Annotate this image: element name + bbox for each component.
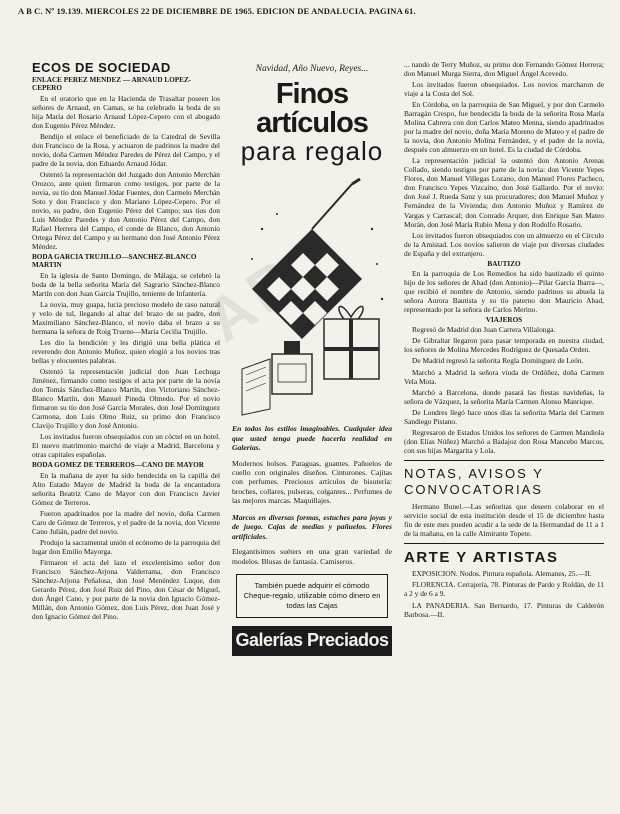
divider <box>404 460 604 461</box>
ad-italic-copy-2: Marcos en diversas formas, estuches para joyas y de juego. Cajas de medias y pañuelos. Flores artificiales. <box>232 513 392 541</box>
gift-box-icon <box>324 307 379 380</box>
paragraph: De Madrid regresó la señorita Regla Domínguez de León. <box>412 356 584 366</box>
wedding-title-3: BODA GOMEZ DE TERREROS—CANO DE MAYOR <box>32 461 204 470</box>
paragraph: En Córdoba, en la parroquia de San Miguel, y por don Carmelo Barragán Crespo, fue bendecida la boda de la señorita Rosa María Molina Cabrera con don Carlos Mateo Menna, siendo apadrinados por la madre del novio, doña María Moreno de Mateo y el padre de la novia, don Antonio Molina Fernández, y el padre de la novia, después con almuerzo en un hotel. Es la ciudad de Córdoba. <box>404 100 604 155</box>
folded-scarf-icon <box>242 359 270 415</box>
paragraph: Regresó de Madrid don Juan Carrera Villalonga. <box>412 325 556 335</box>
paragraph: Marchó a Barcelona, donde pasará las fiestas navideñas, la señora de Vázquez, la señorita María Carmen Alonso Manrique. <box>404 387 604 406</box>
paragraph: En el oratorio que en la Hacienda de Trasaltar poseen los señores de Arnaud, en Camas, se ha celebrado la boda de su hija María del Rosario Arnaud López-Cepero con el abogado don Eugenio Pérez Méndez. <box>32 93 220 130</box>
paragraph: La representación judicial la ostentó don Antonio Arenas Collado, siendo testigos por parte de la novia: don Vicente Yepes Flores, don Manuel Villegas Lozano, don Manuel Flores Pacheco, don Francisco Yepes Vizcaíno, don José Gallardo. Por el novio: don José J. Rueda Sanz y sus procuradores; don Manuel Muñoz y Fernández de la Vivienda; don Antonio Muñoz y Ramírez de Vargas y Carrascal; don Conrado Arquer, don Enrique San Mateo Morán, don José María Rubio Mena y don Rodolfo Rosario. <box>404 156 604 229</box>
ad-headline: Finos artículos <box>256 78 368 139</box>
baptism-title: BAUTIZO <box>487 259 521 268</box>
paragraph: Bendijo el enlace el beneficiado de la Catedral de Sevilla don Francisco de la Rosa, y actuaron de padrinos la madre del novio, doña Carmen Méndez Paredes de Pérez del Campo, y el padre de la novia, don Eduardo Arnaud Jódar. <box>32 131 220 168</box>
paragraph: Ostentó la representación del Juzgado don Antonio Merchán Orozco, ante quien firmaron como testigos, por parte de la novia, su tío don Manuel Jódar Fuentes, don Carmelo Merchán Soto y don Francisco y don Mariano López-Cepero. Por el novio, su padre, don Eugenio Pérez del Campo; sus tíos don Luis Méndez Paredes y don Antonio Pérez del Campo, don Rafael Herrera del Campo, el conde de Blanco, don Antonio Ortega Pérez del Campo y su hermano don José Antonio Pérez Méndez. <box>32 169 220 252</box>
gift-advertisement <box>232 60 392 656</box>
wedding-title-1: ENLACE PEREZ MENDEZ — ARNAUD LOPEZ-CEPERO <box>32 76 192 93</box>
paragraph: De Londres llegó hace unos días la señorita María del Carmen Sandiego Pistano. <box>404 407 604 426</box>
paragraph: De Gibraltar llegaron para pasar temporada en nuestra ciudad, los señores de Molina Mercedes Rodríguez de Quesada Orden. <box>404 336 604 355</box>
paragraph: ... nando de Terry Muñoz, su primo don Fernando Gómez Herrera; don Manuel Murga Sierra, don Miguel Ángel Acevedo. <box>404 60 604 79</box>
page-header: A B C. Nº 19.139. MIERCOLES 22 DE DICIEMBRE DE 1965. EDICION DE ANDALUCIA. PAGINA 61. <box>18 6 416 16</box>
arts-title: ARTE Y ARTISTAS <box>404 549 559 567</box>
perfume-bottle-icon <box>272 341 312 394</box>
paragraph: Fueron apadrinados por la madre del novio, doña Carmen Caro de Gómez de Terreros, y el padre de la novia, don Vicente Cano Julián, padre del novio. <box>32 508 220 536</box>
umbrella-icon <box>252 179 362 339</box>
notices-title: NOTAS, AVISOS Y CONVOCATORIAS <box>404 465 544 498</box>
paragraph: Los invitados fueron obsequiados. Los novios marcharon de viaje a la Costa del Sol. <box>404 80 604 99</box>
paragraph: Produjo la sacramental unión el ecónomo de la parroquia del lugar don Emilio Mayorga. <box>32 537 220 556</box>
paragraph: Les dio la bendición y les dirigió una bella plática el reverendo don Antonio Muñoz, quien elogió a los novios tras bellas y elocuentes palabras. <box>32 337 220 365</box>
paragraph: Regresaron de Estados Unidos los señores de Carmen Mandiola (don Elías Núñez) Marchó a Badajoz don Rosa Mancebo Marcos, con sus hijas Margarita y Lola. <box>404 427 604 455</box>
paragraph: En la iglesia de Santo Domingo, de Málaga, se celebró la boda de la bella señorita María del Sagrario Sánchez-Blanco Martín con don Juan García Trujillo, teniente de Infantería. <box>32 270 220 298</box>
gift-illustration <box>232 169 392 419</box>
paragraph: Hermano Bunel.—Las señoritas que deseen colaborar en el servicio social de esta institución desde el 15 de diciembre hasta fin de este mes pueden acudir a la sede de la Hermandad de 11 a 1 de la mañana, en la calle Almirante Topete. <box>404 502 604 539</box>
gift-cheque-box: También puede adquirir el cómodo Cheque-regalo, utilizable cómo dinero en todas las Cajas <box>236 574 388 618</box>
ad-italic-copy: En todos los estilos imaginables. Cualquier idea que usted tenga puede hacerla realidad en Galerías. <box>232 424 392 453</box>
ad-subheadline: para regalo <box>240 136 384 166</box>
section-title: ECOS DE SOCIEDAD <box>32 60 171 75</box>
paragraph: FLORENCIA. Cerrajería, 78. Pinturas de Pardo y Roldán, de 11 a 2 y de 6 a 9. <box>404 580 604 599</box>
paragraph: Los invitados fueron obsequiados con un almuerzo en el Círculo de la Amistad. Los novios salieron de viaje por diversas ciudades de España y del extranjero. <box>404 230 604 258</box>
travelers-title: VIAJEROS <box>485 316 523 325</box>
paragraph: Ostentó la representación judicial don Juan Lechuga Jiménez, firmando como testigos el acta por parte de la novia don Tomás Sánchez-Blanco Martín, don Victoriano Sánchez-Blanco Martín, don Manuel Pineda Olmedo. Por el novio firmaron su tío don José García Morales, don José Domínguez Carmona, don Luis Olmo Ruiz, su primo don Francisco Clavijo Trujillo y don José Antonio. <box>32 366 220 431</box>
paragraph: Marchó a Madrid la señora viuda de Ordóñez, doña Carmen Vela Mota. <box>404 367 604 386</box>
paragraph: La novia, muy guapa, lucía precioso modelo de raso natural y velo de tul, llegando al altar del brazo de su padre, don Maximiliano Sánchez-Blanco, el novio daba el brazo a su hermana la señora de Roig Trueno—María Cecilia Trujillo. <box>32 299 220 336</box>
paragraph: LA PANADERIA. San Bernardo, 17. Pinturas de Calderón Barbosa.—II. <box>404 600 604 619</box>
wedding-title-2: BODA GARCIA TRUJILLO—SANCHEZ-BLANCO MARTIN <box>32 253 197 270</box>
paragraph: Los invitados fueron obsequiados con un cóctel en un hotel. El nuevo matrimonio marchó de viaje a Madrid, Barcelona y otras capitales españolas. <box>32 432 220 460</box>
paragraph: Firmaron el acta del lazo el excelentísimo señor don Francisco Sánchez-Arjona Valderrama, don Francisco Sánchez-Arjona Peñalosa, don José Menéndez Luque, don Gerardo Pérez, don José Ruiz del Pino, don César de Miguel, don Ángel Cano, y por parte de la novia don Ignacio Gómez-Millán, don Antonio Gómez, don Luis Pérez, don Juan José y don Ignacio Gómez del Pino. <box>32 557 220 622</box>
ad-tagline: Navidad, Año Nuevo, Reyes... <box>255 64 369 74</box>
society-column <box>32 60 220 623</box>
paragraph: En la mañana de ayer ha sido bendecida en la capilla del Alto Estado Mayor de Madrid la boda de la encantadora señorita Beatriz Cano de Mayor con don Francisco Javier Gómez de Terreros. <box>32 470 220 507</box>
paragraph: En la parroquia de Los Remedios ha sido bautizado el quinto hijo de los señores de Abad (don Antonio)—Pilar García Ibarra—, que recibió el nombre de Antonio, siendo padrinos su abuela la señora Aurora Bautista y su tío paterno don Mauricio Abad, representado por la señora de Carlos Merino. <box>404 268 604 315</box>
society-column-continued <box>404 60 604 621</box>
ad-body-copy: Modernos bolsos. Paraguas, guantes. Pañuelos de cuello con originales diseños. Cinturones. Cajitas con perfumes. Preciosos artículos de bisutería: broches, collares, pulseras, colgantes... Perfumes de las mejores marcas. Maquillajes. <box>232 458 392 505</box>
divider <box>404 543 604 544</box>
store-logo-banner: Galerías Preciados <box>232 626 392 656</box>
ad-body-copy-2: Elegantísimos suéters en una gran variedad de modelos. Blusas de fantasía. Camiseros. <box>232 547 392 566</box>
paragraph: EXPOSICION. Nodos. Pintura española. Alemanes, 25.—II. <box>412 569 592 579</box>
